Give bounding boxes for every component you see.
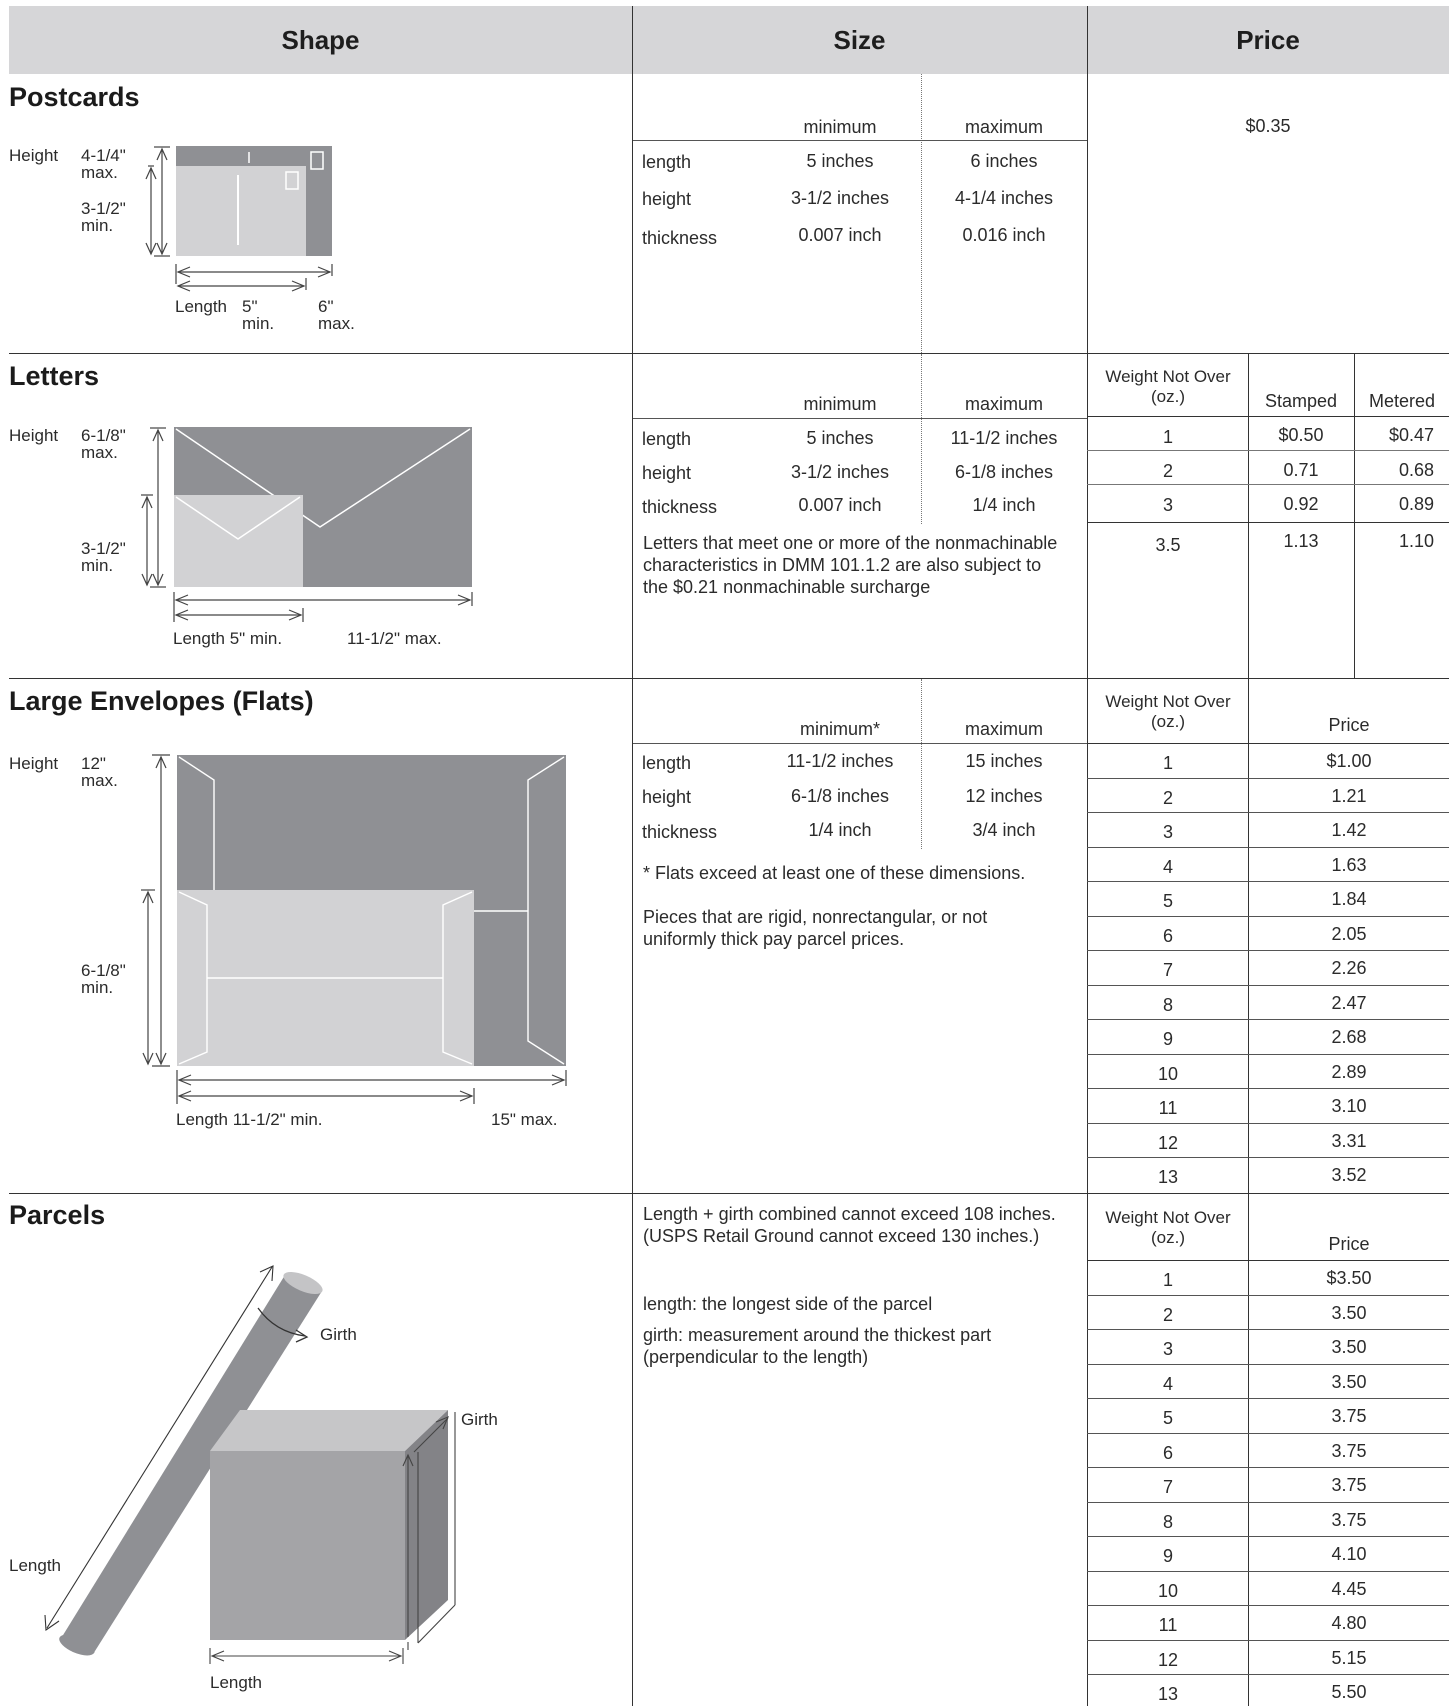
section-title-parcels: Parcels [9, 1200, 106, 1230]
price-row-value: 3.50 [1331, 1371, 1367, 1392]
parcels-text-1: Length + girth combined cannot exceed 108 inches. (USPS Retail Ground cannot exceed 130 inches.) [643, 1204, 1056, 1246]
flats-note-2: Pieces that are rigid, nonrectangular, or not uniformly thick pay parcel prices. [643, 907, 988, 949]
price-row-value: 3.50 [1331, 1337, 1367, 1357]
parcels-text-3: girth: measurement around the thickest part (perpendicular to the length) [643, 1325, 992, 1367]
price-row-weight: 9 [1162, 1029, 1173, 1049]
price-row-weight: 4 [1162, 856, 1173, 877]
price-row-weight: 8 [1162, 994, 1173, 1015]
price-row-value: 3.75 [1331, 1406, 1367, 1426]
price-row-value: 2.68 [1331, 1027, 1367, 1047]
price-row-value: 2.89 [1331, 1061, 1367, 1082]
price-row-weight: 3 [1162, 822, 1173, 842]
price-row-weight: 5 [1162, 891, 1173, 911]
flats-note-1: * Flats exceed at least one of these dimensions. [643, 863, 1026, 883]
price-row-weight: 4 [1162, 1373, 1173, 1394]
price-row-weight: 3 [1162, 1339, 1173, 1359]
price-row-weight: 13 [1157, 1684, 1179, 1704]
column-divider [632, 6, 633, 1706]
price-row-weight: 7 [1162, 960, 1173, 980]
price-row-value: 2.26 [1331, 958, 1367, 978]
price-row-weight: 10 [1157, 1063, 1179, 1084]
letter-note: Letters that meet one or more of the nonmachinable characteristics in DMM 101.1.2 are also subject to the $0.21 nonmachinable surcharge [643, 533, 1058, 597]
parcels-drawing [0, 0, 520, 1706]
section-title-postcards: Postcards [9, 82, 140, 112]
header-size: Size [833, 25, 886, 55]
price-row-weight: 11 [1158, 1098, 1178, 1118]
price-row-weight: 12 [1157, 1649, 1179, 1670]
price-row-value: 3.50 [1331, 1302, 1367, 1323]
price-row-value: 1.42 [1331, 820, 1367, 840]
price-row-value: 5.15 [1331, 1647, 1367, 1668]
price-row-value: $3.50 [1326, 1268, 1372, 1288]
header-shape: Shape [281, 25, 360, 55]
price-row-weight: 1 [1162, 753, 1173, 773]
price-row-weight: 8 [1162, 1511, 1173, 1532]
price-row-weight: 11 [1158, 1615, 1178, 1635]
price-row-value: 3.52 [1331, 1165, 1367, 1185]
section-title-letters: Letters [9, 361, 100, 391]
price-row-value: 2.47 [1331, 992, 1367, 1013]
price-row-weight: 7 [1162, 1477, 1173, 1497]
price-row-weight: 2 [1162, 1304, 1173, 1325]
header-price: Price [1236, 25, 1300, 55]
price-row-weight: 10 [1157, 1580, 1179, 1601]
length-label: Length [210, 1673, 262, 1692]
price-row-value: 3.31 [1331, 1130, 1367, 1151]
price-row-weight: 13 [1157, 1167, 1179, 1187]
price-row-weight: 2 [1162, 787, 1173, 808]
price-row-value: 1.84 [1331, 889, 1367, 909]
girth-label: Girth [461, 1410, 498, 1429]
price-row-weight: 5 [1162, 1408, 1173, 1428]
price-row-value: 5.50 [1331, 1682, 1367, 1702]
price-row-value: 3.10 [1331, 1096, 1367, 1116]
section-title-flats: Large Envelopes (Flats) [9, 686, 314, 716]
price-row-value: 1.21 [1331, 785, 1367, 806]
price-row-value: 4.10 [1331, 1544, 1367, 1564]
price-row-weight: 12 [1157, 1132, 1179, 1153]
price-row-weight: 9 [1162, 1546, 1173, 1566]
price-row-value: 3.75 [1331, 1475, 1367, 1495]
price-row-value: $1.00 [1326, 751, 1372, 771]
price-row-value: 1.63 [1331, 854, 1367, 875]
price-row-value: 4.80 [1331, 1613, 1367, 1633]
price-row-value: 2.05 [1331, 923, 1367, 944]
postcard-price: $0.35 [1245, 116, 1291, 136]
girth-label: Girth [320, 1325, 357, 1344]
length-label: Length [9, 1556, 61, 1575]
price-row-value: 4.45 [1331, 1578, 1367, 1599]
price-row-value: 3.75 [1331, 1509, 1367, 1530]
price-row-value: 3.75 [1331, 1440, 1367, 1461]
price-row-weight: 1 [1162, 1270, 1173, 1290]
parcels-text-2: length: the longest side of the parcel [643, 1294, 933, 1314]
price-row-weight: 6 [1162, 1442, 1173, 1463]
price-row-weight: 6 [1162, 925, 1173, 946]
